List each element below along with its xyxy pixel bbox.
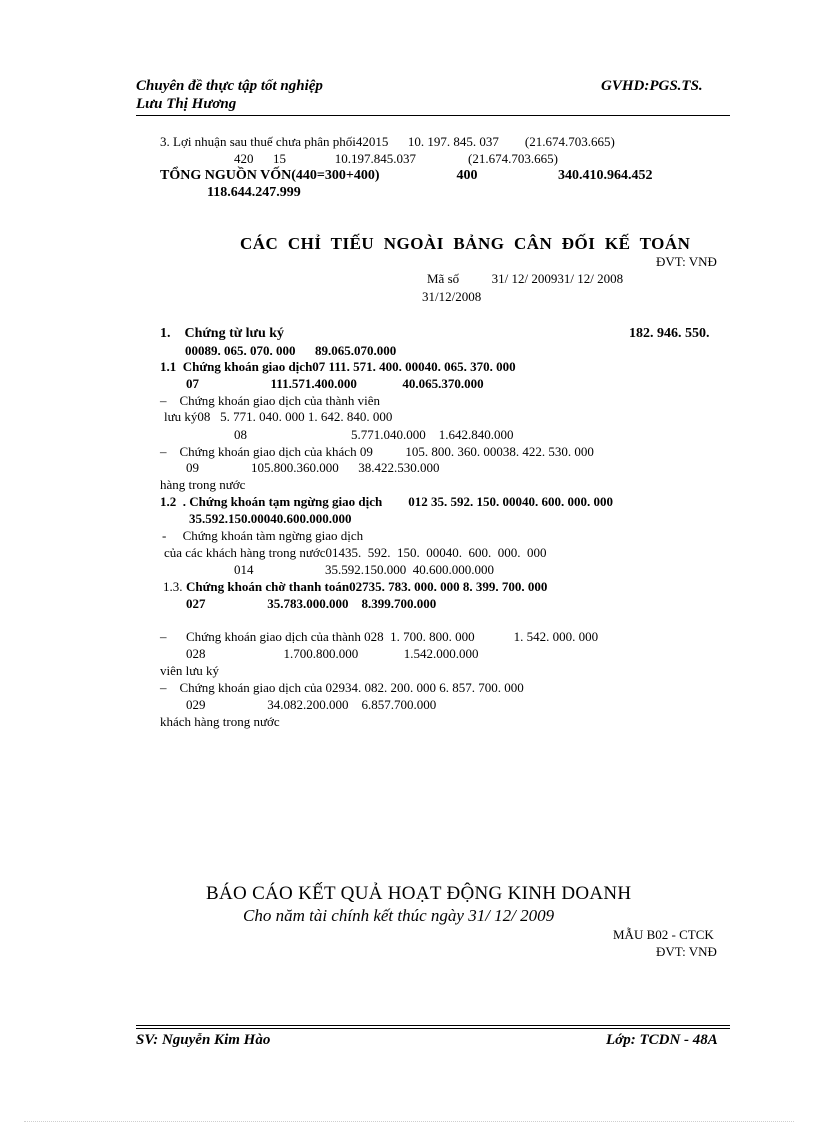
header-rule [136,115,730,116]
row-domestic-tail: hàng trong nước [160,477,246,492]
row-member-title: – Chứng khoán giao dịch của thành viên [160,393,381,408]
row-domestic-values: 09 105.800.360.000 38.422.530.000 [186,460,440,475]
row-suspended-title: - Chứng khoán tàm ngừng giao dịch [162,528,364,543]
off-balance-title: CÁC CHỈ TIẾU NGOÀI BẢNG CÂN ĐỐI KẾ TOÁN [240,234,691,253]
row-member-pending-values: 028 1.700.800.000 1.542.000.000 [186,646,479,661]
footer-student: SV: Nguyễn Kim Hào [136,1032,271,1048]
row-domestic-title: – Chứng khoán giao dịch của khách 09 105. 800. 360. 00038. 422. 530. 000 [160,444,594,459]
row-suspended-code: của các khách hàng trong nước01435. 592. 150. 00040. 600. 000. 000 [164,545,547,560]
row-1-3-title: Chứng khoán chờ thanh toán02735. 783. 000. 000 8. 399. 700. 000 [186,579,548,594]
row-domestic-pending-values: 029 34.082.200.000 6.857.700.000 [186,697,437,712]
row-1-2-title: 1.2 . Chứng khoán tạm ngừng giao dịch 012 35. 592. 150. 00040. 600. 000. 000 [160,494,613,509]
report-subtitle: Cho năm tài chính kết thúc ngày 31/ 12/ 2009 [243,906,555,925]
header-supervisor: GVHD:PGS.TS. [601,78,703,94]
report-unit: ĐVT: VNĐ [656,944,717,959]
page-edge-divider [24,1121,794,1122]
row-member-pending-tail: viên lưu ký [160,663,220,678]
header-topic: Chuyên đề thực tập tốt nghiệp [136,78,323,94]
total-capital-line-2: 118.644.247.999 [207,185,301,200]
row-1-2-values: 35.592.150.00040.600.000.000 [189,511,352,526]
profit-line-2: 420 15 10.197.845.037 (21.674.703.665) [234,151,558,166]
row-custody-amount: 182. 946. 550. [629,326,710,341]
footer-class: Lớp: TCDN - 48A [606,1032,718,1048]
row-domestic-pending-tail: khách hàng trong nước [160,714,280,729]
total-capital-line-1: TỔNG NGUỒN VỐN(440=300+400) 400 340.410.964.452 [160,168,653,183]
header-author: Lưu Thị Hương [136,96,237,112]
profit-line-1: 3. Lợi nhuận sau thuế chưa phân phối42015 10. 197. 845. 037 (21.674.703.665) [160,134,615,149]
row-member-values: 08 5.771.040.000 1.642.840.000 [234,427,514,442]
row-member-code: lưu ký08 5. 771. 040. 000 1. 642. 840. 000 [164,409,393,424]
row-member-pending-title: – Chứng khoán giao dịch của thành 028 1. 700. 800. 000 1. 542. 000. 000 [160,629,599,644]
row-1-1-values: 07 111.571.400.000 40.065.370.000 [186,376,484,391]
column-header-1: Mã số 31/ 12/ 200931/ 12/ 2008 [427,271,624,286]
row-custody-title: 1. Chứng từ lưu ký [160,326,285,341]
column-header-2: 31/12/2008 [422,289,482,304]
report-title: BÁO CÁO KẾT QUẢ HOẠT ĐỘNG KINH DOANH [206,883,632,904]
row-1-3-number: 1.3. [163,579,183,594]
row-suspended-values: 014 35.592.150.000 40.600.000.000 [234,562,494,577]
report-form-code: MẪU B02 - CTCK [613,927,714,942]
footer-rule-bottom [136,1028,730,1029]
off-balance-unit: ĐVT: VNĐ [656,254,717,269]
row-1-3-values: 027 35.783.000.000 8.399.700.000 [186,596,437,611]
row-1-1-title: 1.1 Chứng khoán giao dịch07 111. 571. 400. 00040. 065. 370. 000 [160,359,516,374]
footer-rule-top [136,1025,730,1026]
row-custody-values: 00089. 065. 070. 000 89.065.070.000 [185,343,397,358]
row-domestic-pending-title: – Chứng khoán giao dịch của 02934. 082. 200. 000 6. 857. 700. 000 [160,680,524,695]
